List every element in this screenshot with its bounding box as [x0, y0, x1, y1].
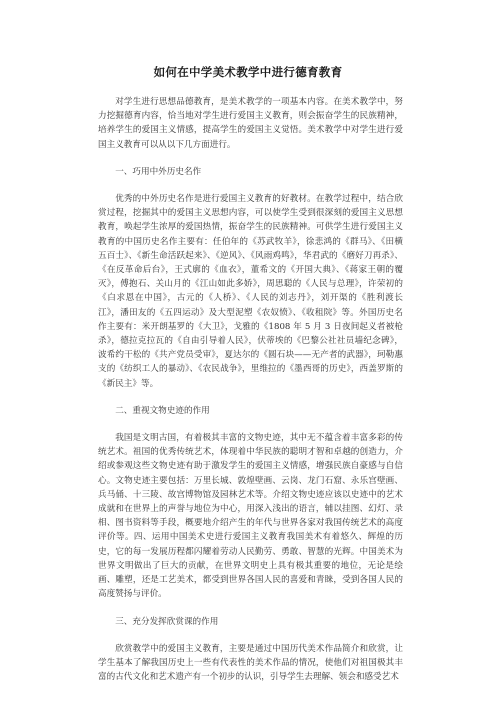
intro-paragraph: 对学生进行思想品德教育，是美术教学的一项基本内容。在美术教学中，努力挖掘德育内容，恰当地对学生进行爱国主义教育，则会振奋学生的民族精神，培养学生的爱国主义情感，提高学生的爱国主义觉悟。美术教学中对学生进行爱国主义教育可以从以下几方面进行。 [98, 97, 403, 150]
section-3-heading: 三、充分发挥欣赏课的作用 [115, 616, 219, 627]
section-1-heading: 一、巧用中外历史名作 [115, 166, 202, 177]
section-1-paragraph: 优秀的中外历史名作是进行爱国主义教育的好教材。在教学过程中，结合欣赏过程，挖掘其中的爱国主义思想内容，可以使学生受到很深刻的爱国主义思想教育，唤起学生浓厚的爱国热情，振奋学生的民族精神。可供学生进行爱国主义教育的中国历史名作主要有：任伯年的《苏武牧羊》，徐悲鸿的《群马》、《田横五百士》、《新生命活跃起来》、《逆风》、《风雨鸡鸣》，华君武的《磨好刀再杀》、《在反革命后台》，王式廓的《血衣》，董希文的《开国大典》、《蒋家王朝的覆灭》，傅抱石、关山月的《江山如此多娇》，周思聪的《人民与总理》，许荣初的《白求恩在中国》，古元的《人桥》、《人民的刘志丹》，刘开渠的《胜利渡长江》，潘田友的《五四运动》及大型泥塑《农奴愤》、《收租院》等。外国历史名作主要有：米开朗基罗的《大卫》，戈雅的《1808 年 5 月 3 日夜间起义者被枪杀》，德拉克拉瓦的《自由引导着人民》，伏蒂埃的《巴黎公社社员墙纪念碑》，波希约干松的《共产党员受审》，夏达尔的《圆石块——无产者的武器》，珂勒惠支的《纺织工人的暴动》、《农民战争》，里维拉的《墨西哥的历史》，西盖罗斯的《新民主》等。 [98, 194, 403, 389]
document-body [98, 95, 403, 684]
document-title: 如何在中学美术教学中进行德育教育 [153, 65, 343, 79]
section-3-paragraph: 欣赏教学中的爱国主义教育，主要是通过中国历代美术作品简介和欣赏，让学生基本了解我国历史上一些有代表性的美术作品的情况，使他们对祖国极其丰富的古代文化和艺术遗产有一个初步的认识，引导学生去理解、领会和感受艺术 [98, 643, 403, 683]
section-2-heading: 二、重视文物史迹的作用 [115, 405, 210, 416]
section-2-paragraph: 我国是文明古国，有着极其丰富的文物史迹，其中无不蕴含着丰富多彩的传统艺术。祖国的优秀传统艺术，体现着中华民族的聪明才智和卓越的创造力，介绍或参观这些文物史迹有助于激发学生的爱国主义情感，增强民族自豪感与自信心。文物史迹主要包括：万里长城、敦煌壁画、云岗、龙门石窟、永乐宫壁画、兵马俑、十三陵、故宫博物馆及园林艺术等。介绍文物史迹应该以史迹中的艺术成就和在世界上的声誉与地位为中心，用深入浅出的语言，辅以挂图、幻灯、录相、图书资料等手段，概要地介绍产生的年代与世界各家对我国传统艺术的高度评价等。四、运用中国美术史进行爱国主义教育我国美术有着悠久、辉煌的历史，它的每一发展历程都闪耀着劳动人民勤劳、勇敢、智慧的光辉。中国美术为世界文明做出了巨大的贡献，在世界文明史上具有极其重要的地位，无论是绘画、雕塑，还是工艺美术，都受到世界各国人民的喜爱和青睐，受到各国人民的高度赞扬与评价。 [98, 433, 403, 600]
